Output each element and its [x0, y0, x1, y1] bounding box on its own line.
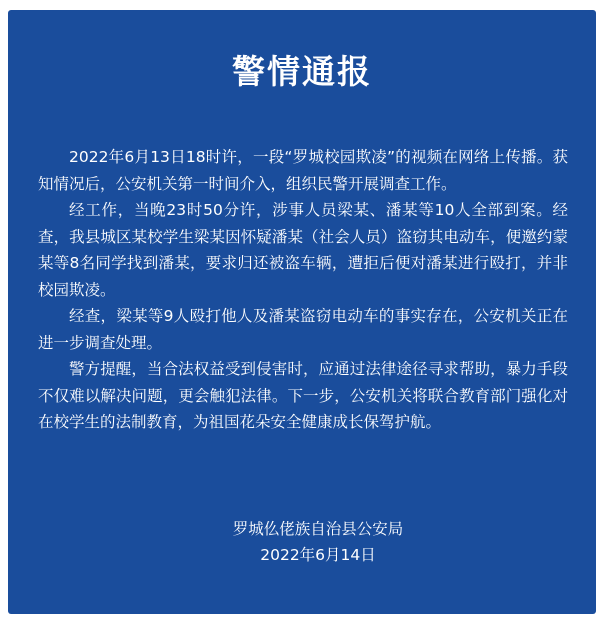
notice-paragraph: 经工作，当晚23时50分许，涉事人员梁某、潘某等10人全部到案。经查，我县城区某校学生梁某因怀疑潘某（社会人员）盗窃其电动车，便邀约蒙某等8名同学找到潘某，要求归还被盗车辆，遭拒后便对潘某进行殴打，并非校园欺凌。: [38, 201, 568, 299]
police-notice-card: [8, 10, 596, 614]
notice-paragraph: 警方提醒，当合法权益受到侵害时，应通过法律途径寻求帮助，暴力手段不仅难以解决问题，更会触犯法律。下一步，公安机关将联合教育部门强化对在校学生的法制教育，为祖国花朵安全健康成长保驾护航。: [38, 360, 568, 431]
notice-signature: [198, 516, 438, 568]
notice-paragraph: 经查，梁某等9人殴打他人及潘某盗窃电动车的事实存在，公安机关正在进一步调查处理。: [38, 307, 568, 352]
notice-paragraph: 2022年6月13日18时许，一段“罗城校园欺凌”的视频在网络上传播。获知情况后，公安机关第一时间介入，组织民警开展调查工作。: [38, 148, 568, 193]
issuer-name: 罗城仫佬族自治县公安局: [232, 520, 404, 538]
issue-date: 2022年6月14日: [260, 546, 376, 564]
notice-title: 警情通报: [232, 52, 372, 91]
notice-body: [38, 144, 568, 436]
